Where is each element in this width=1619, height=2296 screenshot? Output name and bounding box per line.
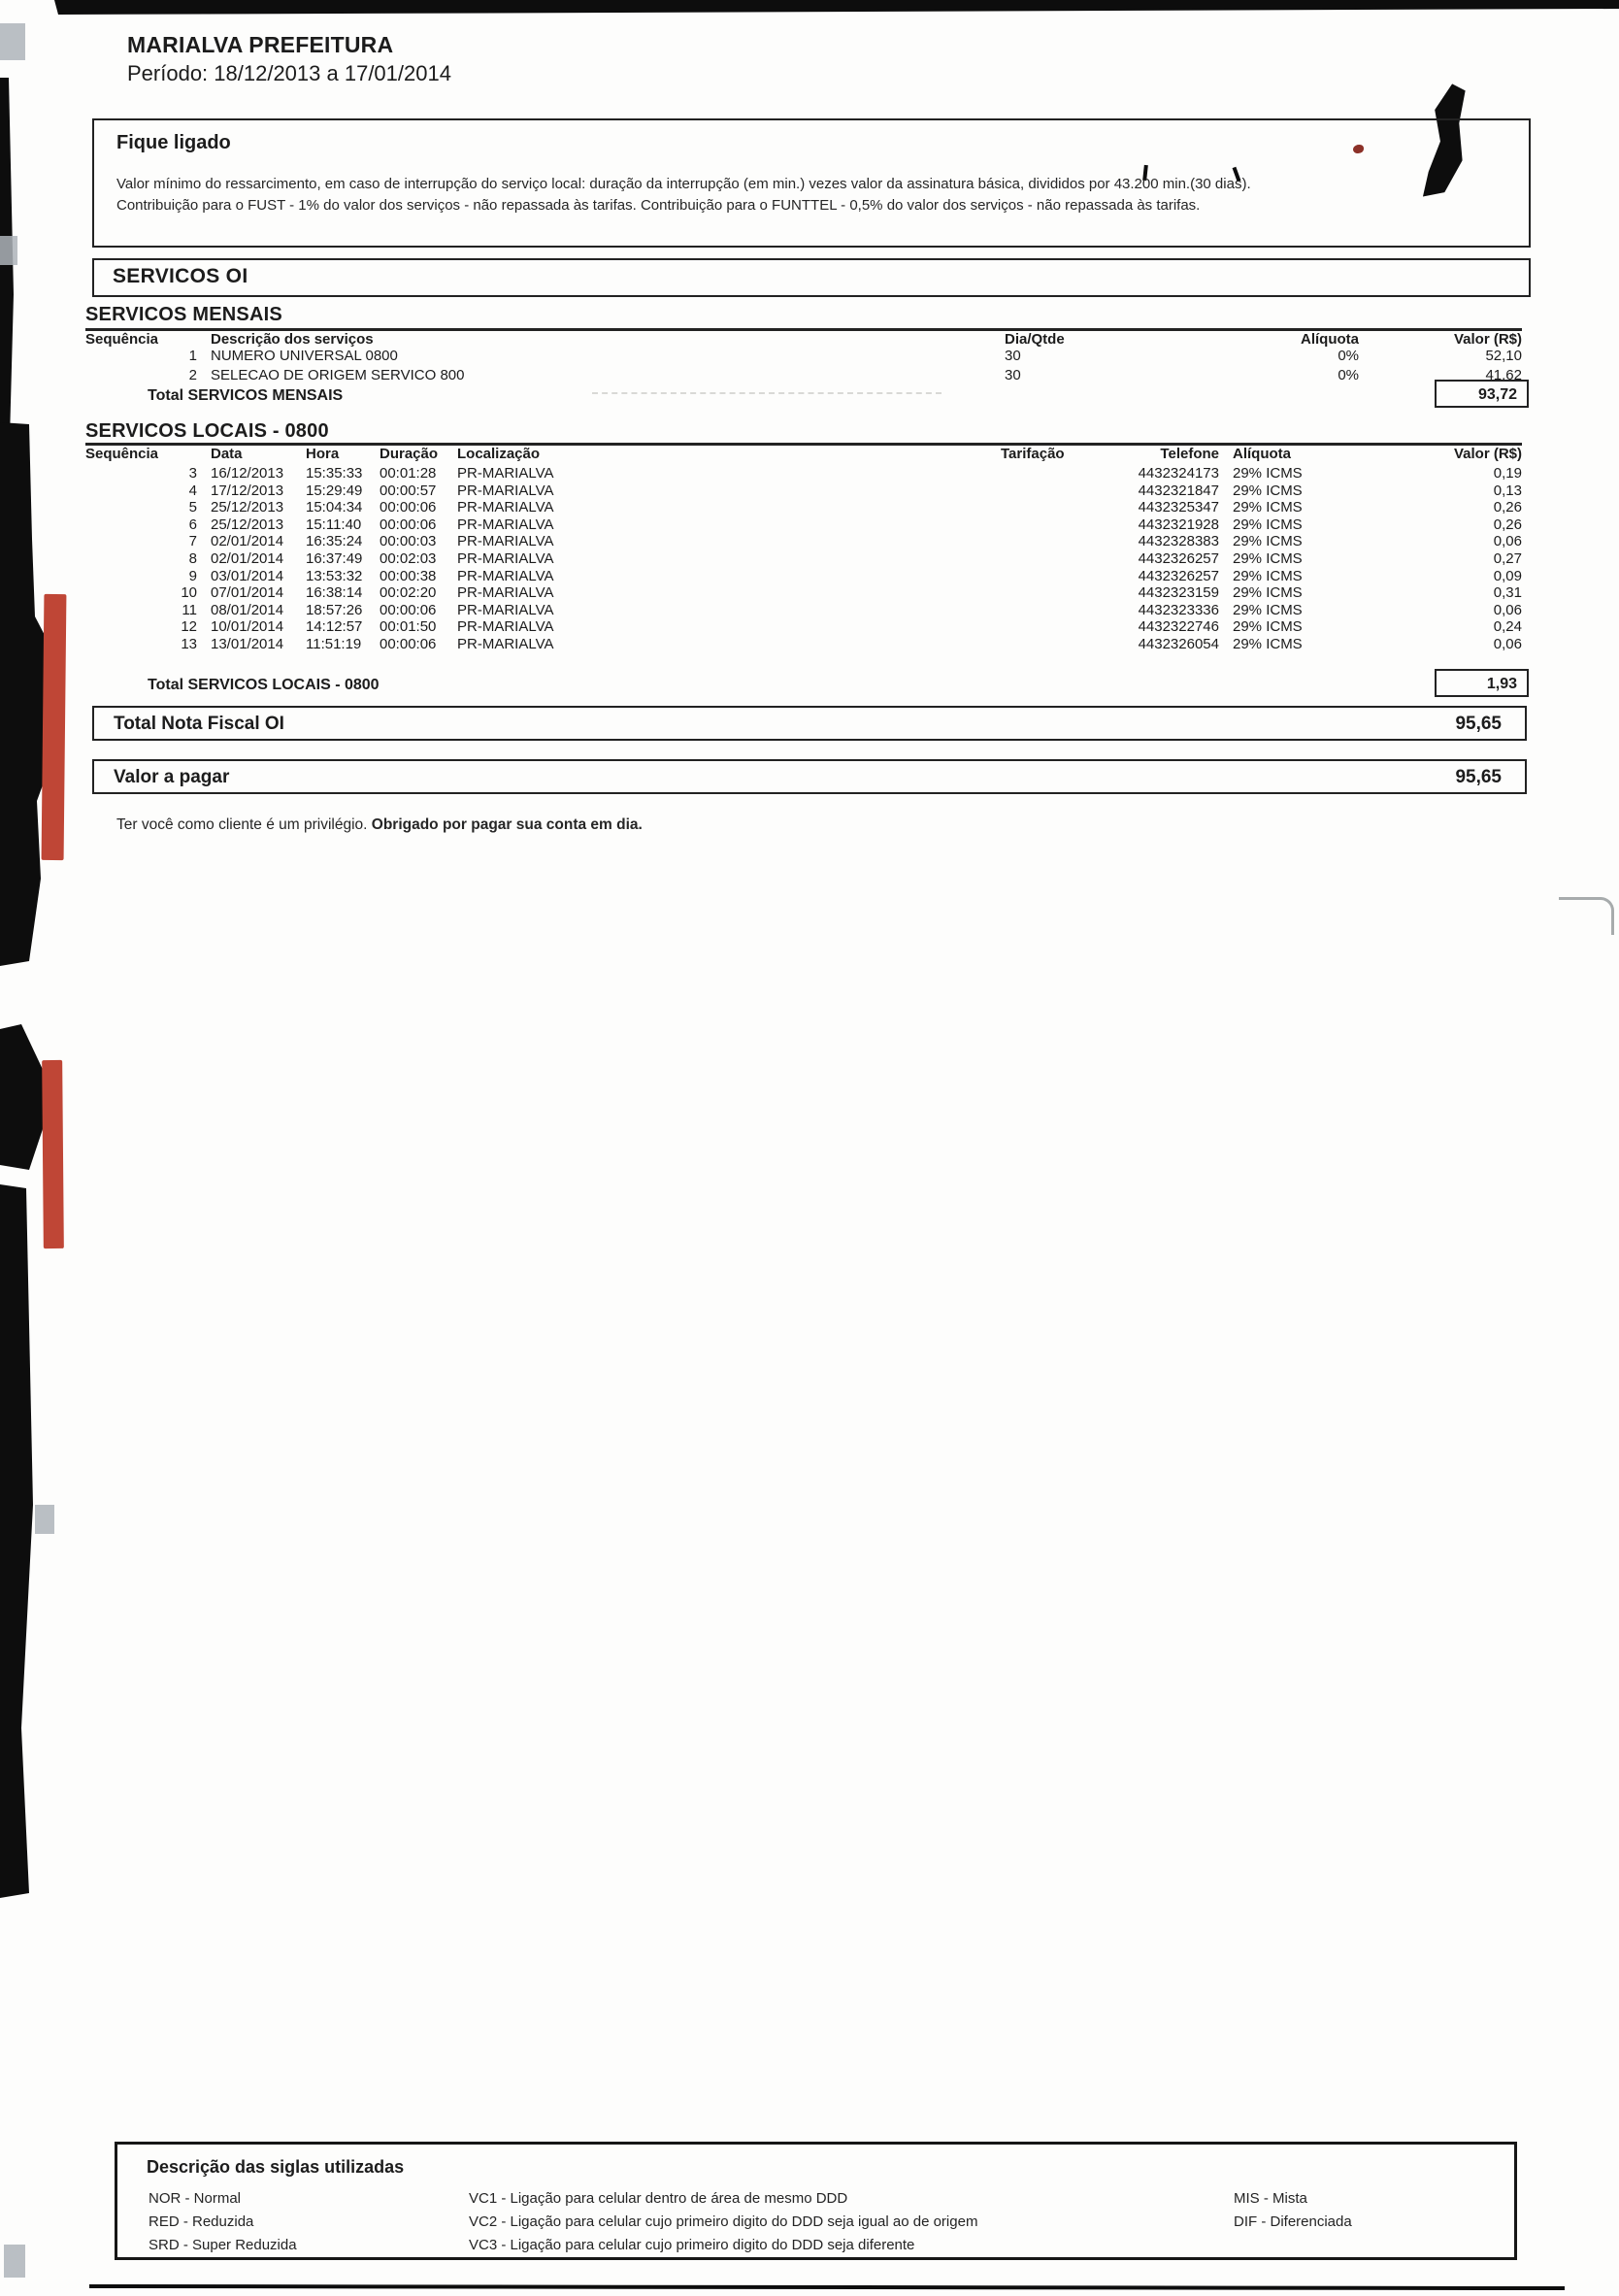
cell-sequencia: 12	[181, 618, 197, 636]
customer-message-part1: Ter você como cliente é um privilégio.	[116, 816, 372, 833]
corner-fold-mark	[1559, 897, 1614, 935]
cell-telefone: 4432322746	[1138, 618, 1219, 636]
fique-ligado-title: Fique ligado	[116, 132, 231, 153]
cell-aliquota: 29% ICMS	[1233, 499, 1303, 516]
page-title: MARIALVA PREFEITURA	[127, 32, 394, 57]
cell-localizacao: PR-MARIALVA	[457, 635, 554, 652]
cell-sequencia: 9	[188, 567, 197, 584]
cell-tarifacao	[999, 499, 1088, 516]
cell-telefone: 4432321847	[1138, 482, 1219, 499]
cell-data: 08/01/2014	[211, 601, 284, 618]
cell-hora: 14:12:57	[306, 618, 363, 636]
cell-valor: 0,09	[1493, 567, 1522, 584]
header-aliquota: Alíquota	[1301, 331, 1359, 348]
cell-hora: 15:35:33	[306, 465, 363, 482]
call-record-row	[85, 550, 1522, 568]
cell-aliquota: 29% ICMS	[1233, 516, 1303, 533]
call-record-row	[85, 636, 1522, 653]
customer-message-part2: Obrigado por pagar sua conta em dia.	[371, 816, 643, 833]
cell-telefone: 4432324173	[1138, 465, 1219, 482]
siglas-column-2	[469, 2187, 977, 2257]
total-locais-value-box: 1,93	[1435, 669, 1529, 697]
cell-duracao: 00:00:06	[380, 516, 437, 533]
cell-telefone: 4432326257	[1138, 549, 1219, 567]
cell-aliquota: 0%	[1338, 348, 1359, 364]
cell-aliquota: 29% ICMS	[1233, 465, 1303, 482]
cell-duracao: 00:02:03	[380, 549, 437, 567]
cell-valor: 0,26	[1493, 499, 1522, 516]
fique-ligado-line-1: Valor mínimo do ressarcimento, em caso de interrupção do serviço local: duração da interrupção (em min.) vezes valor da assinatura básica, divididos por 43.200 min.(30 dias).	[116, 176, 1251, 192]
cell-telefone: 4432323336	[1138, 601, 1219, 618]
call-record-row	[85, 568, 1522, 585]
call-record-row	[85, 499, 1522, 516]
cell-data: 13/01/2014	[211, 635, 284, 652]
header-localizacao: Localização	[457, 446, 541, 462]
cell-tarifacao	[999, 482, 1088, 500]
cell-data: 07/01/2014	[211, 584, 284, 602]
cell-sequencia: 5	[188, 499, 197, 516]
header-sequencia: Sequência	[85, 446, 159, 462]
red-marker-stripe-2	[42, 1060, 64, 1248]
cell-valor: 0,13	[1493, 482, 1522, 499]
customer-message	[116, 816, 643, 834]
header-dia-qtde: Dia/Qtde	[1005, 331, 1065, 348]
cell-hora: 15:29:49	[306, 482, 363, 499]
cell-tarifacao	[999, 533, 1088, 550]
total-nota-fiscal-box	[92, 706, 1527, 741]
cell-aliquota: 0%	[1338, 366, 1359, 383]
cell-sequencia: 1	[188, 348, 197, 364]
call-record-row	[85, 602, 1522, 619]
monthly-service-row	[85, 347, 1522, 366]
hole-punch-mark-2	[0, 236, 17, 265]
header-telefone: Telefone	[1160, 446, 1219, 462]
cell-telefone: 4432325347	[1138, 499, 1219, 516]
cell-duracao: 00:00:06	[380, 499, 437, 516]
cell-aliquota: 29% ICMS	[1233, 567, 1303, 584]
header-duracao: Duração	[380, 446, 439, 462]
cell-localizacao: PR-MARIALVA	[457, 549, 554, 567]
cell-aliquota: 29% ICMS	[1233, 618, 1303, 636]
cell-descricao: NUMERO UNIVERSAL 0800	[211, 348, 398, 364]
total-nota-fiscal-value: 95,65	[1455, 714, 1502, 734]
valor-a-pagar-label: Valor a pagar	[114, 767, 230, 787]
servicos-mensais-title: SERVICOS MENSAIS	[85, 304, 282, 325]
sigla-item: VC3 - Ligação para celular cujo primeiro digito do DDD seja diferente	[469, 2237, 915, 2253]
valor-a-pagar-box	[92, 759, 1527, 794]
cell-valor: 41,62	[1485, 366, 1522, 383]
servicos-oi-label: SERVICOS OI	[113, 265, 248, 287]
cell-telefone: 4432323159	[1138, 584, 1219, 602]
cell-tarifacao	[999, 550, 1088, 568]
top-scan-bar	[0, 0, 1619, 16]
cell-valor: 0,19	[1493, 465, 1522, 482]
siglas-column-3	[1234, 2187, 1352, 2234]
cell-duracao: 00:00:06	[380, 601, 437, 618]
hole-punch-mark-1	[0, 23, 25, 60]
cell-hora: 16:38:14	[306, 584, 363, 602]
cell-tarifacao	[999, 568, 1088, 585]
cell-sequencia: 2	[188, 366, 197, 383]
cell-localizacao: PR-MARIALVA	[457, 567, 554, 584]
cell-sequencia: 10	[181, 584, 197, 602]
sigla-item: SRD - Super Reduzida	[149, 2237, 297, 2253]
cell-tarifacao	[999, 465, 1088, 482]
cell-sequencia: 6	[188, 516, 197, 533]
fique-ligado-box	[92, 118, 1531, 248]
cell-valor: 0,06	[1493, 533, 1522, 550]
cell-valor: 0,06	[1493, 635, 1522, 652]
bottom-scan-line	[89, 2284, 1565, 2290]
sigla-item: VC2 - Ligação para celular cujo primeiro digito do DDD seja igual ao de origem	[469, 2213, 978, 2230]
siglas-column-1	[149, 2187, 297, 2257]
cell-valor: 0,26	[1493, 516, 1522, 533]
cell-data: 17/12/2013	[211, 482, 284, 499]
cell-sequencia: 8	[188, 549, 197, 567]
total-nota-fiscal-label: Total Nota Fiscal OI	[114, 714, 284, 734]
cell-localizacao: PR-MARIALVA	[457, 482, 554, 499]
header-descricao: Descrição dos serviços	[211, 331, 374, 348]
siglas-box	[115, 2142, 1517, 2260]
cell-valor: 0,24	[1493, 618, 1522, 636]
total-mensais-value-box: 93,72	[1435, 380, 1529, 408]
fique-ligado-line-2: Contribuição para o FUST - 1% do valor dos serviços - não repassada às tarifas. Contribuição para o FUNTTEL - 0,5% do valor dos serviços - não repassada às tarifas.	[116, 197, 1201, 214]
cell-localizacao: PR-MARIALVA	[457, 584, 554, 602]
cell-descricao: SELECAO DE ORIGEM SERVICO 800	[211, 366, 465, 383]
cell-hora: 16:37:49	[306, 549, 363, 567]
cell-hora: 15:11:40	[306, 516, 362, 533]
hole-punch-mark-3	[35, 1505, 54, 1534]
cell-duracao: 00:01:50	[380, 618, 437, 636]
cell-data: 10/01/2014	[211, 618, 284, 636]
cell-localizacao: PR-MARIALVA	[457, 499, 554, 516]
cell-tarifacao	[999, 636, 1088, 653]
call-record-row	[85, 533, 1522, 550]
servicos-mensais-rows	[85, 347, 1522, 384]
cell-data: 02/01/2014	[211, 549, 284, 567]
header-tarifacao: Tarifação	[1001, 446, 1065, 462]
cell-tarifacao	[999, 516, 1088, 534]
faint-scan-dashes	[592, 392, 942, 394]
hole-punch-mark-4	[4, 2245, 25, 2278]
valor-a-pagar-value: 95,65	[1455, 767, 1502, 787]
sigla-item: RED - Reduzida	[149, 2213, 254, 2230]
servicos-oi-banner	[92, 258, 1531, 297]
cell-aliquota: 29% ICMS	[1233, 584, 1303, 602]
header-valor: Valor (R$)	[1453, 446, 1522, 462]
cell-hora: 11:51:19	[306, 635, 362, 652]
siglas-title: Descrição das siglas utilizadas	[147, 2157, 405, 2177]
cell-sequencia: 7	[188, 533, 197, 550]
call-record-row	[85, 584, 1522, 602]
cell-data: 25/12/2013	[211, 516, 284, 533]
cell-aliquota: 29% ICMS	[1233, 533, 1303, 550]
sigla-item: VC1 - Ligação para celular dentro de área de mesmo DDD	[469, 2190, 848, 2207]
cell-hora: 13:53:32	[306, 567, 363, 584]
cell-duracao: 00:00:38	[380, 567, 437, 584]
cell-data: 02/01/2014	[211, 533, 284, 550]
servicos-locais-title: SERVICOS LOCAIS - 0800	[85, 420, 329, 442]
cell-hora: 16:35:24	[306, 533, 363, 550]
red-marker-stripe-1	[42, 594, 67, 860]
cell-data: 16/12/2013	[211, 465, 284, 482]
cell-aliquota: 29% ICMS	[1233, 601, 1303, 618]
cell-dia-qtde: 30	[1005, 366, 1021, 383]
cell-duracao: 00:01:28	[380, 465, 437, 482]
cell-data: 03/01/2014	[211, 567, 284, 584]
sigla-item: MIS - Mista	[1234, 2190, 1307, 2207]
cell-duracao: 00:00:06	[380, 635, 437, 652]
servicos-locais-rows	[85, 465, 1522, 653]
cell-valor: 0,31	[1493, 584, 1522, 602]
cell-sequencia: 4	[188, 482, 197, 499]
cell-valor: 0,06	[1493, 601, 1522, 618]
call-record-row	[85, 465, 1522, 482]
cell-localizacao: PR-MARIALVA	[457, 618, 554, 636]
header-data: Data	[211, 446, 243, 462]
cell-duracao: 00:00:03	[380, 533, 437, 550]
monthly-service-row	[85, 366, 1522, 385]
cell-hora: 15:04:34	[306, 499, 363, 516]
sigla-item: DIF - Diferenciada	[1234, 2213, 1352, 2230]
call-record-row	[85, 482, 1522, 500]
header-valor: Valor (R$)	[1453, 331, 1522, 348]
cell-telefone: 4432321928	[1138, 516, 1219, 533]
cell-sequencia: 11	[182, 601, 197, 618]
cell-duracao: 00:00:57	[380, 482, 437, 499]
total-mensais-label: Total SERVICOS MENSAIS	[148, 387, 344, 404]
cell-tarifacao	[999, 584, 1088, 602]
cell-aliquota: 29% ICMS	[1233, 549, 1303, 567]
cell-telefone: 4432326257	[1138, 567, 1219, 584]
cell-valor: 52,10	[1485, 348, 1522, 364]
header-sequencia: Sequência	[85, 331, 159, 348]
total-locais-label: Total SERVICOS LOCAIS - 0800	[148, 677, 380, 693]
cell-telefone: 4432326054	[1138, 635, 1219, 652]
cell-valor: 0,27	[1493, 549, 1522, 567]
cell-localizacao: PR-MARIALVA	[457, 533, 554, 550]
cell-localizacao: PR-MARIALVA	[457, 601, 554, 618]
cell-aliquota: 29% ICMS	[1233, 635, 1303, 652]
cell-localizacao: PR-MARIALVA	[457, 516, 554, 533]
header-hora: Hora	[306, 446, 340, 462]
cell-data: 25/12/2013	[211, 499, 284, 516]
cell-dia-qtde: 30	[1005, 348, 1021, 364]
cell-hora: 18:57:26	[306, 601, 363, 618]
left-ink-band-lower	[0, 1184, 35, 1898]
cell-tarifacao	[999, 618, 1088, 636]
cell-tarifacao	[999, 602, 1088, 619]
cell-telefone: 4432328383	[1138, 533, 1219, 550]
cell-localizacao: PR-MARIALVA	[457, 465, 554, 482]
call-record-row	[85, 516, 1522, 534]
servicos-locais-header-row	[85, 446, 1522, 463]
cell-aliquota: 29% ICMS	[1233, 482, 1303, 499]
billing-period: Período: 18/12/2013 a 17/01/2014	[127, 61, 451, 85]
cell-duracao: 00:02:20	[380, 584, 437, 602]
header-aliquota: Alíquota	[1233, 446, 1291, 462]
sigla-item: NOR - Normal	[149, 2190, 242, 2207]
call-record-row	[85, 618, 1522, 636]
cell-sequencia: 13	[181, 635, 197, 652]
cell-sequencia: 3	[188, 465, 197, 482]
